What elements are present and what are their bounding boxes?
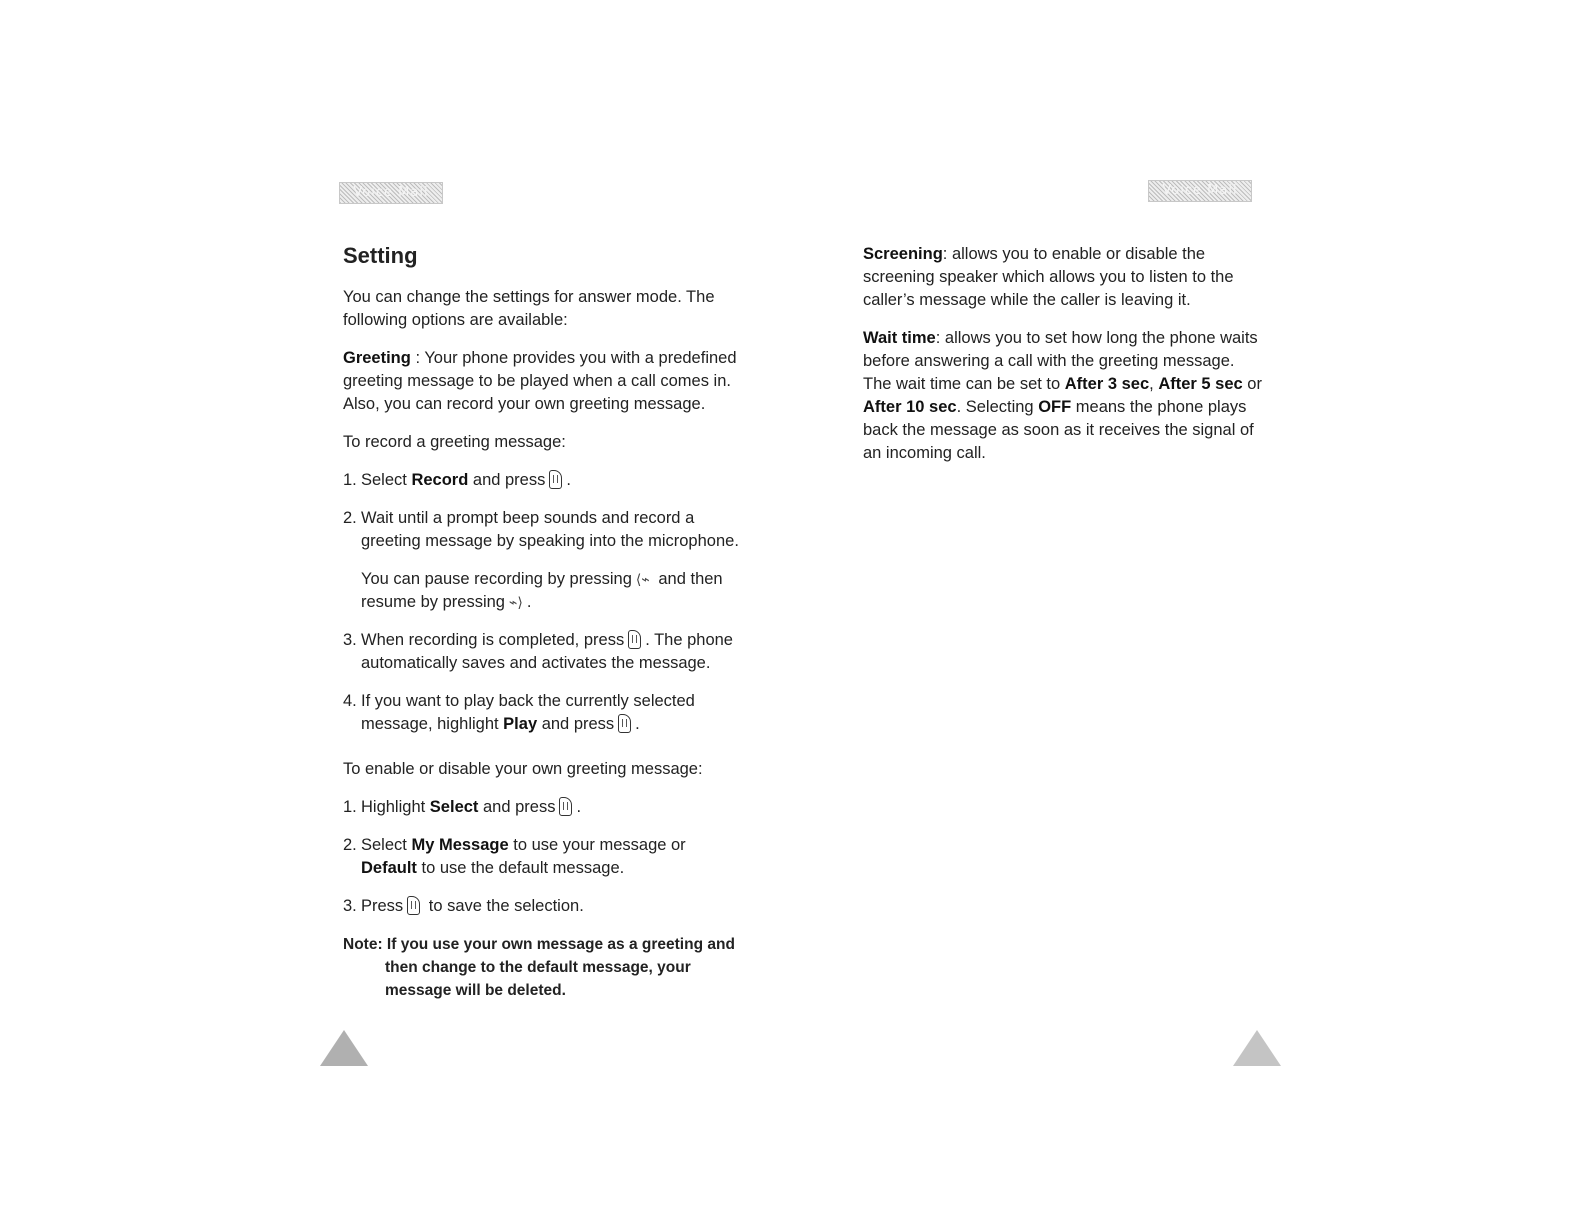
page-corner-triangle-icon (1233, 1030, 1281, 1066)
intro-paragraph: You can change the settings for answer mode. The following options are available: (343, 288, 715, 329)
soft-key-icon (618, 714, 631, 733)
soft-key-icon (549, 470, 562, 489)
right-page (792, 0, 1584, 1224)
enable-step-3: 3. Press to save the selection. (343, 897, 584, 915)
greeting-term: Greeting (343, 349, 411, 367)
enable-step-2: 2. Select My Message to use your message or Default to use the default message. (343, 836, 686, 877)
page-title: Setting (343, 243, 418, 268)
resume-key-icon: ⌁⟩ (508, 594, 523, 610)
note-block: Note: If you use your own message as a greeting and then change to the default message, your message will be deleted. (343, 936, 735, 999)
soft-key-icon (559, 797, 572, 816)
left-page-content (343, 242, 743, 1002)
page-corner-triangle-icon (320, 1030, 368, 1066)
note-label: Note (343, 936, 378, 953)
record-step-4: 4. If you want to play back the currently selected message, highlight Play and press . (343, 692, 695, 733)
record-step-1: 1. Select Record and press . (343, 471, 571, 489)
enable-intro: To enable or disable your own greeting message: (343, 760, 703, 778)
soft-key-icon (407, 896, 420, 915)
record-step-2: 2. Wait until a prompt beep sounds and record a greeting message by speaking into the microphone. (343, 509, 739, 550)
soft-key-icon (628, 630, 641, 649)
greeting-paragraph (343, 347, 743, 416)
record-intro: To record a greeting message: (343, 433, 566, 451)
section-header-tab: Voice Mail (1148, 180, 1252, 202)
record-step-3: 3. When recording is completed, press . The phone automatically saves and activates the message. (343, 631, 733, 672)
enable-step-1: 1. Highlight Select and press . (343, 798, 582, 816)
screening-paragraph: Screening: allows you to enable or disable the screening speaker which allows you to listen to the caller’s message while the caller is leaving it. (863, 245, 1234, 309)
pause-note: You can pause recording by pressing ⟨⌁ and then resume by pressing ⌁⟩ . (343, 568, 743, 614)
section-header-tab: Voice Mail (339, 182, 443, 204)
pause-key-icon: ⟨⌁ (635, 571, 650, 587)
right-page-content (863, 243, 1263, 480)
wait-time-paragraph: Wait time: allows you to set how long the phone waits before answering a call with the greeting message. The wait time can be set to After 3 sec, After 5 sec or After 10 sec. Selecting OFF means the phone plays back the message as soon as it receives the signal of an incoming call. (863, 329, 1262, 462)
greeting-text: : Your phone provides you with a predefined greeting message to be played when a call comes in. Also, you can record your own greeting message. (343, 349, 737, 413)
